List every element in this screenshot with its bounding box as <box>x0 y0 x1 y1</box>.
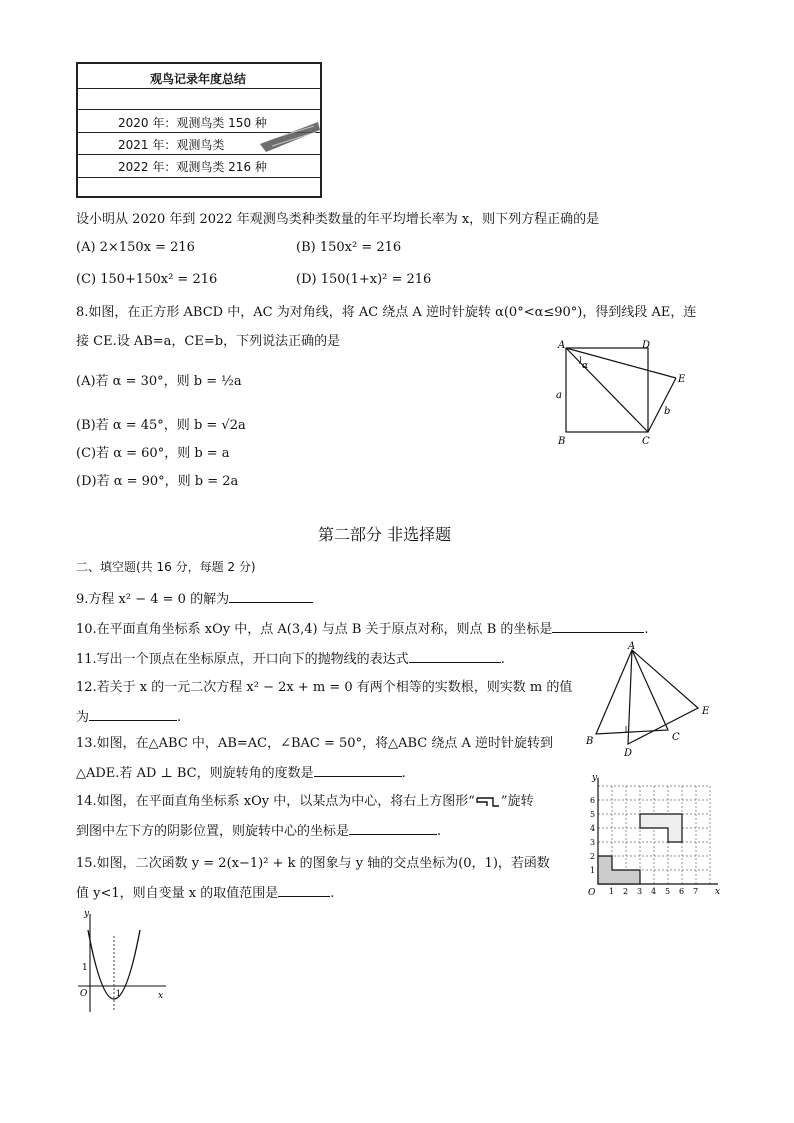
q10-text: 10.在平面直角坐标系 xOy 中，点 A(3,4) 与点 B 关于原点对称，则点 B 的坐标是 . <box>76 622 649 637</box>
q8-stem-line1: 8.如图，在正方形 ABCD 中，AC 为对角线，将 AC 绕点 A 逆时针旋转 α(0°<α≤90°)，得到线段 AE，连 <box>76 305 697 320</box>
q13-triangle-figure <box>586 640 716 760</box>
q7-stem: 设小明从 2020 年到 2022 年观测鸟类种类数量的年平均增长率为 x，则下列方程正确的是 <box>76 212 600 227</box>
x-tick: 4 <box>651 887 657 896</box>
x-tick-labels <box>609 887 698 896</box>
q8-option-c: (C)若 α = 60°，则 b = a <box>76 446 230 461</box>
q13-line1: 13.如图，在△ABC 中，AB=AC，∠BAC = 50°，将△ABC 绕点 A 逆时针旋转到 <box>76 736 553 751</box>
x-axis-label: x <box>158 991 164 1001</box>
q8-option-b: (B)若 α = 45°，则 b = √2a <box>76 418 246 433</box>
dashed-grid <box>598 786 710 884</box>
section-fill-in: 二、填空题(共 16 分，每题 2 分) <box>76 560 256 574</box>
shaded-shape <box>598 856 640 884</box>
diagonal-ac <box>566 348 648 432</box>
bird-row-2021: 2021 年：观测鸟类 <box>118 138 225 152</box>
q9-text: 9.方程 x² − 4 = 0 的解为 <box>76 590 313 608</box>
q8-square-figure <box>552 336 702 452</box>
answer-blank[interactable] <box>229 590 313 603</box>
q15-line2: 值 y<1，则自变量 x 的取值范围是 . <box>76 886 335 901</box>
shape-icon <box>475 796 501 808</box>
bird-table-title: 观鸟记录年度总结 <box>150 72 247 86</box>
y-tick: 4 <box>590 824 596 833</box>
x-tick: 2 <box>623 887 629 896</box>
q13-line2: △ADE.若 AD ⊥ BC，则旋转角的度数是 . <box>76 766 406 781</box>
x-axis-label: x <box>715 887 721 897</box>
q14-grid-figure <box>582 772 722 898</box>
q12-line2: 为 . <box>76 710 182 725</box>
label-d: D <box>642 340 651 351</box>
q7-option-d: (D) 150(1+x)² = 216 <box>296 272 432 287</box>
label-e: E <box>678 374 686 385</box>
y-tick: 5 <box>590 810 596 819</box>
origin-label: O <box>80 989 88 999</box>
ink-smudge-icon <box>258 114 322 158</box>
y-tick: 6 <box>590 796 596 805</box>
x-tick: 3 <box>637 887 643 896</box>
table-divider <box>78 177 320 178</box>
q15-parabola-figure <box>74 908 170 1018</box>
part2-title: 第二部分 非选择题 <box>318 525 452 544</box>
x-tick: 5 <box>665 887 671 896</box>
answer-blank[interactable] <box>89 708 177 721</box>
x-tick: 6 <box>679 887 685 896</box>
label-c: C <box>642 436 650 447</box>
bird-row-2022: 2022 年：观测鸟类 216 种 <box>118 160 267 174</box>
label-a: A <box>558 340 566 351</box>
label-b: B <box>586 736 594 747</box>
x-tick: 1 <box>609 887 615 896</box>
label-e: E <box>702 706 710 717</box>
y-tick-labels <box>590 796 595 875</box>
y-axis-label: y <box>592 773 598 783</box>
table-divider <box>78 109 320 110</box>
label-c: C <box>672 732 680 743</box>
answer-blank[interactable] <box>552 620 644 633</box>
q7-option-c: (C) 150+150x² = 216 <box>76 272 218 287</box>
answer-blank[interactable] <box>314 764 402 777</box>
y-tick: 1 <box>590 866 596 875</box>
q7-option-a: (A) 2×150x = 216 <box>76 240 195 255</box>
table-divider <box>78 88 320 89</box>
q14-line1: 14.如图，在平面直角坐标系 xOy 中，以某点为中心，将右上方图形“ ”旋转 <box>76 794 534 809</box>
answer-blank[interactable] <box>349 822 437 835</box>
label-side-a: a <box>556 390 562 401</box>
upper-right-shape <box>640 814 682 842</box>
y-tick: 3 <box>590 838 596 847</box>
q8-option-d: (D)若 α = 90°，则 b = 2a <box>76 474 239 489</box>
x-tick: 1 <box>116 989 122 998</box>
q15-line1: 15.如图，二次函数 y = 2(x−1)² + k 的图象与 y 轴的交点坐标为(0，1)，若函数 <box>76 856 550 871</box>
segment-ce <box>648 378 676 432</box>
label-side-b: b <box>664 406 671 417</box>
answer-blank[interactable] <box>409 650 501 663</box>
answer-blank[interactable] <box>278 884 330 897</box>
y-tick: 1 <box>82 963 88 973</box>
label-d: D <box>624 748 633 759</box>
origin-label: O <box>588 888 596 898</box>
q8-stem-line2: 接 CE.设 AB=a，CE=b，下列说法正确的是 <box>76 334 341 349</box>
bird-record-table <box>76 62 322 198</box>
x-tick: 7 <box>693 887 699 896</box>
bird-row-2020: 2020 年：观测鸟类 150 种 <box>118 116 267 130</box>
q8-option-a: (A)若 α = 30°，则 b = ½a <box>76 374 242 389</box>
label-b: B <box>558 436 566 447</box>
y-tick: 2 <box>590 852 596 861</box>
q7-option-b: (B) 150x² = 216 <box>296 240 402 255</box>
label-a: A <box>628 641 636 652</box>
q14-line2: 到图中左下方的阴影位置，则旋转中心的坐标是 . <box>76 824 442 839</box>
q11-text: 11.写出一个顶点在坐标原点，开口向下的抛物线的表达式 . <box>76 652 505 667</box>
label-alpha: α <box>582 361 589 371</box>
q12-line1: 12.若关于 x 的一元二次方程 x² − 2x + m = 0 有两个相等的实数根，则实数 m 的值 <box>76 680 573 695</box>
y-axis-label: y <box>84 909 90 919</box>
